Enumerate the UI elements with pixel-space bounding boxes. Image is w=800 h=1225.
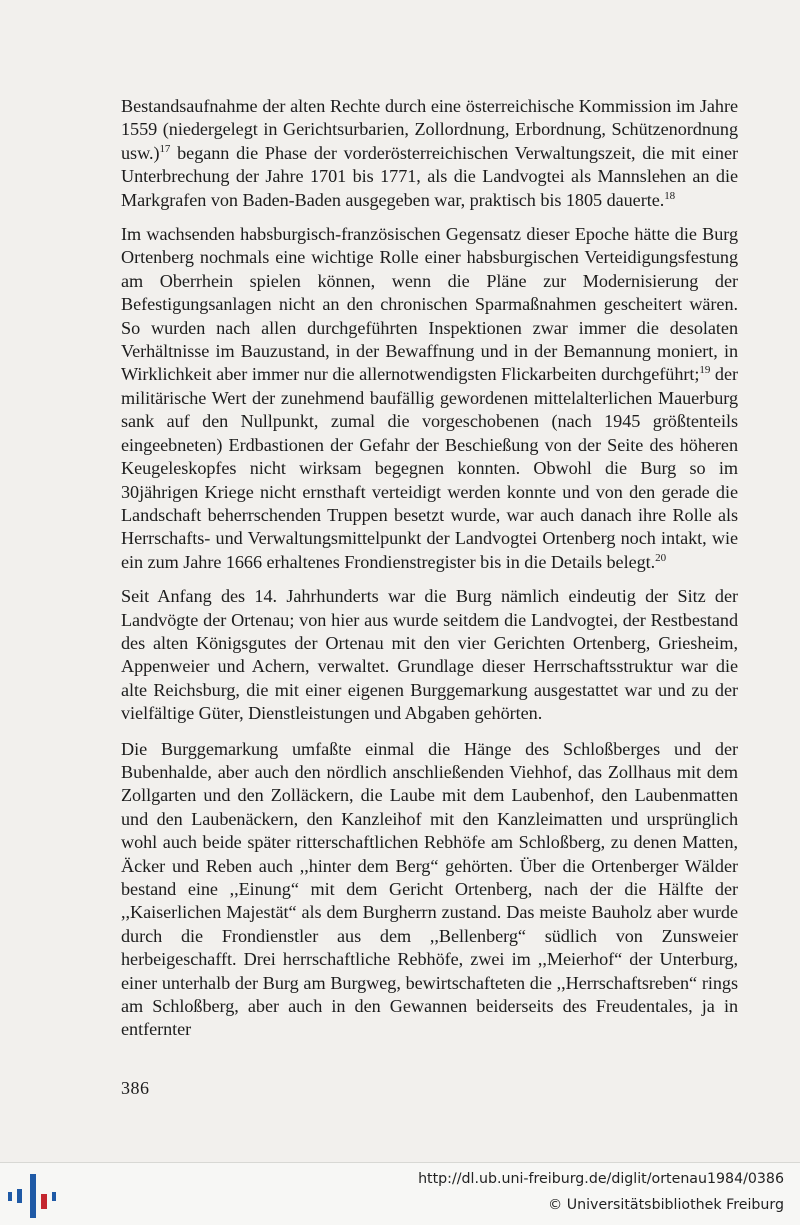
page-body: [121, 95, 738, 1042]
university-library-logo-icon: [8, 1172, 56, 1218]
paragraph-3: Seit Anfang des 14. Jahrhunderts war die Burg nämlich eindeutig der Sitz der Landvögte der Ortenau; von hier aus wurde seitdem die Landvogtei, der Restbestand des alten Königsgutes der Ortenau mit den vier Gerichten Ortenberg, Griesheim, Appenweier und Achern, verwaltet. Grundlage dieser Herrschaftsstruktur war die alte Reichsburg, die mit einer eigenen Burggemarkung ausgestattet war und zu der vielfältige Güter, Dienstleistungen und Abgaben gehörten.: [121, 586, 738, 724]
paragraph-2-text-a: Im wachsenden habsburgisch-französischen Gegensatz dieser Epoche hätte die Burg Ortenberg nochmals eine wichtige Rolle einer habsburgischen Verteidigungsfestung am Oberrhein spielen können, wenn die Pläne zur Modernisierung der Befestigungsanlagen nicht an den chronischen Sparmaßnahmen gescheitert wären. So wurden nach allen durchgeführten Inspektionen zwar immer die desolaten Verhältnisse im Bauzustand, in der Bewaffnung und in der Bemannung moniert, in Wirklichkeit aber immer nur die allernotwendigsten Flickarbeiten durchgeführt;: [121, 224, 738, 385]
paragraph-1: [121, 95, 738, 212]
footer-copyright: © Universitätsbibliothek Freiburg: [548, 1197, 784, 1213]
paragraph-1-text-b: begann die Phase der vorderösterreichischen Verwaltungszeit, die mit einer Unterbrechung der Jahre 1701 bis 1771, als die Landvogtei als Mannslehen an die Markgrafen von Baden-Baden ausgegeben war, praktisch bis 1805 dauerte.: [121, 142, 738, 210]
logo-bar-inner-left-icon: [17, 1189, 22, 1203]
logo-bar-right-icon: [52, 1192, 56, 1201]
footnote-ref-20[interactable]: 20: [655, 551, 667, 564]
paragraph-2-text-b: der militärische Wert der zunehmend baufällig gewordenen mittelalterlichen Mauerburg sank auf den Nullpunkt, zumal die vorgeschobenen (nach 1945 größtenteils eingeebneten) Erdbastionen der Gefahr der Beschießung von der Seite des höheren Keugeleskopfes nicht wirksam begegnen konnten. Obwohl die Burg so im 30jährigen Kriege nicht ernsthaft verteidigt werden konnte und von den gerade die Landschaft beherrschenden Truppen besetzt wurde, war auch danach ihre Rolle als Herrschafts- und Verwaltungsmittelpunkt der Landvogtei Ortenberg noch intakt, wie ein zum Jahre 1666 erhaltenes Frondienstregister bis in die Details belegt.: [121, 364, 738, 572]
logo-bar-red-icon: [41, 1194, 47, 1209]
paragraph-2: [121, 223, 738, 574]
paragraph-4: Die Burggemarkung umfaßte einmal die Hänge des Schloßberges und der Bubenhalde, aber auch den nördlich anschließenden Viehhof, das Zollhaus mit dem Zollgarten und den Zolläckern, die Laube mit dem Laubenhof, den Laubenmatten und den Laubenäckern, den Kanzleihof mit den Kanzleimatten und ursprünglich wohl auch beide später ritterschaftlichen Rebhöfe am Schloßberg, zu denen Matten, Äcker und Reben auch ,,hinter dem Berg“ gehörten. Über die Ortenberger Wälder bestand eine ,,Einung“ mit dem Gericht Ortenberg, nach der die Hälfte der ,,Kaiserlichen Majestät“ als dem Burgherrn zustand. Das meiste Bauholz aber wurde durch die Frondienstler aus dem ,,Bellenberg“ südlich von Zunsweier herbeigeschafft. Drei herrschaftliche Rebhöfe, zwei im ,,Meierhof“ der Unterburg, einer unterhalb der Burg am Burgweg, bewirtschafteten die ,,Herrschaftsreben“ rings am Schloßberg, aber auch in den Gewannen beiderseits des Freudentales, ja in entfernter: [121, 738, 738, 1040]
footnote-ref-19[interactable]: 19: [699, 364, 711, 377]
footnote-ref-17[interactable]: 17: [159, 142, 171, 155]
page-number: 386: [121, 1078, 150, 1098]
paragraph-1-text-a: Bestandsaufnahme der alten Rechte durch eine österreichische Kommission im Jahre 1559 (niedergelegt in Gerichtsurbarien, Zollordnung, Erbordnung, Schützenordnung usw.): [121, 96, 738, 163]
footer-url-link[interactable]: http://dl.ub.uni-freiburg.de/diglit/ortenau1984/0386: [418, 1171, 784, 1187]
footnote-ref-18[interactable]: 18: [664, 189, 676, 202]
logo-bar-left-icon: [8, 1192, 12, 1201]
logo-bar-center-icon: [30, 1174, 36, 1218]
